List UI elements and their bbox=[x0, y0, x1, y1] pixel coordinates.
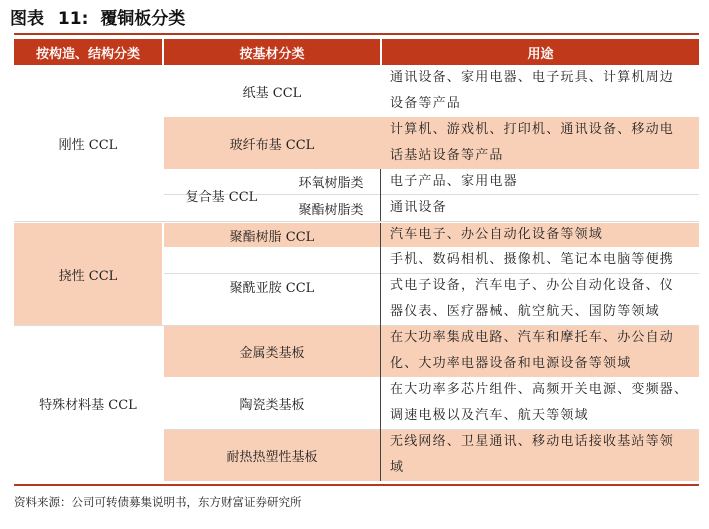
usage-polyester-ccl: 汽车电子、办公自动化设备等领域 bbox=[390, 227, 604, 242]
group-flexible: 挠性 CCL bbox=[14, 223, 162, 325]
header-structure: 按构造、结构分类 bbox=[14, 39, 162, 65]
base-paper: 纸基 CCL bbox=[242, 85, 302, 101]
usage-epoxy: 电子产品、家用电器 bbox=[390, 174, 518, 189]
top-rule bbox=[14, 33, 699, 35]
figure-title bbox=[10, 6, 185, 32]
header-base-material: 按基材分类 bbox=[164, 39, 380, 65]
header-usage: 用途 bbox=[382, 39, 699, 65]
figure-number: 11: bbox=[57, 9, 89, 29]
base-polyimide: 聚酰亚胺 CCL bbox=[229, 280, 315, 296]
usage-polyester-resin: 通讯设备 bbox=[390, 200, 447, 215]
base-glass-fabric: 玻纤布基 CCL bbox=[229, 137, 315, 153]
usage-metal: 在大功率集成电路、汽车和摩托车、办公自动 化、大功率电器设备和电源设备等领域 bbox=[390, 330, 675, 371]
usage-paper: 通讯设备、家用电器、电子玩具、计算机周边 设备等产品 bbox=[390, 70, 675, 111]
base-heat-resistant-thermoplastic: 耐热热塑性基板 bbox=[226, 449, 318, 465]
usage-polyimide: 手机、数码相机、摄像机、笔记本电脑等便携 式电子设备，汽车电子、办公自动化设备、仪 器仪表、医疗器械、航空航天、国防等领域 bbox=[390, 252, 675, 319]
usage-ceramic: 在大功率多芯片组件、高频开关电源、变频器、 调速电极以及汽车、航天等领域 bbox=[390, 382, 689, 423]
base-ceramic: 陶瓷类基板 bbox=[239, 397, 305, 413]
usage-heat-resistant: 无线网络、卫星通讯、移动电话接收基站等领 域 bbox=[390, 434, 675, 475]
base-polyester-ccl: 聚酯树脂 CCL bbox=[229, 229, 315, 245]
group-rigid: 刚性 CCL bbox=[58, 137, 118, 153]
base-metal: 金属类基板 bbox=[239, 345, 305, 361]
bottom-rule bbox=[14, 484, 699, 486]
base-composite: 复合基 CCL bbox=[185, 189, 258, 205]
source-note: 资料来源：公司可转债募集说明书，东方财富证券研究所 bbox=[14, 495, 302, 509]
figure-label: 图表 bbox=[10, 9, 44, 29]
group-special: 特殊材料基 CCL bbox=[39, 397, 137, 413]
figure-name: 覆铜板分类 bbox=[100, 9, 186, 29]
base-polyester-resin: 聚酯树脂类 bbox=[298, 202, 364, 218]
column-divider bbox=[380, 169, 381, 221]
column-divider bbox=[380, 223, 381, 481]
usage-glass-fabric: 计算机、游戏机、打印机、通讯设备、移动电 话基站设备等产品 bbox=[390, 122, 675, 163]
base-epoxy: 环氧树脂类 bbox=[298, 176, 364, 191]
